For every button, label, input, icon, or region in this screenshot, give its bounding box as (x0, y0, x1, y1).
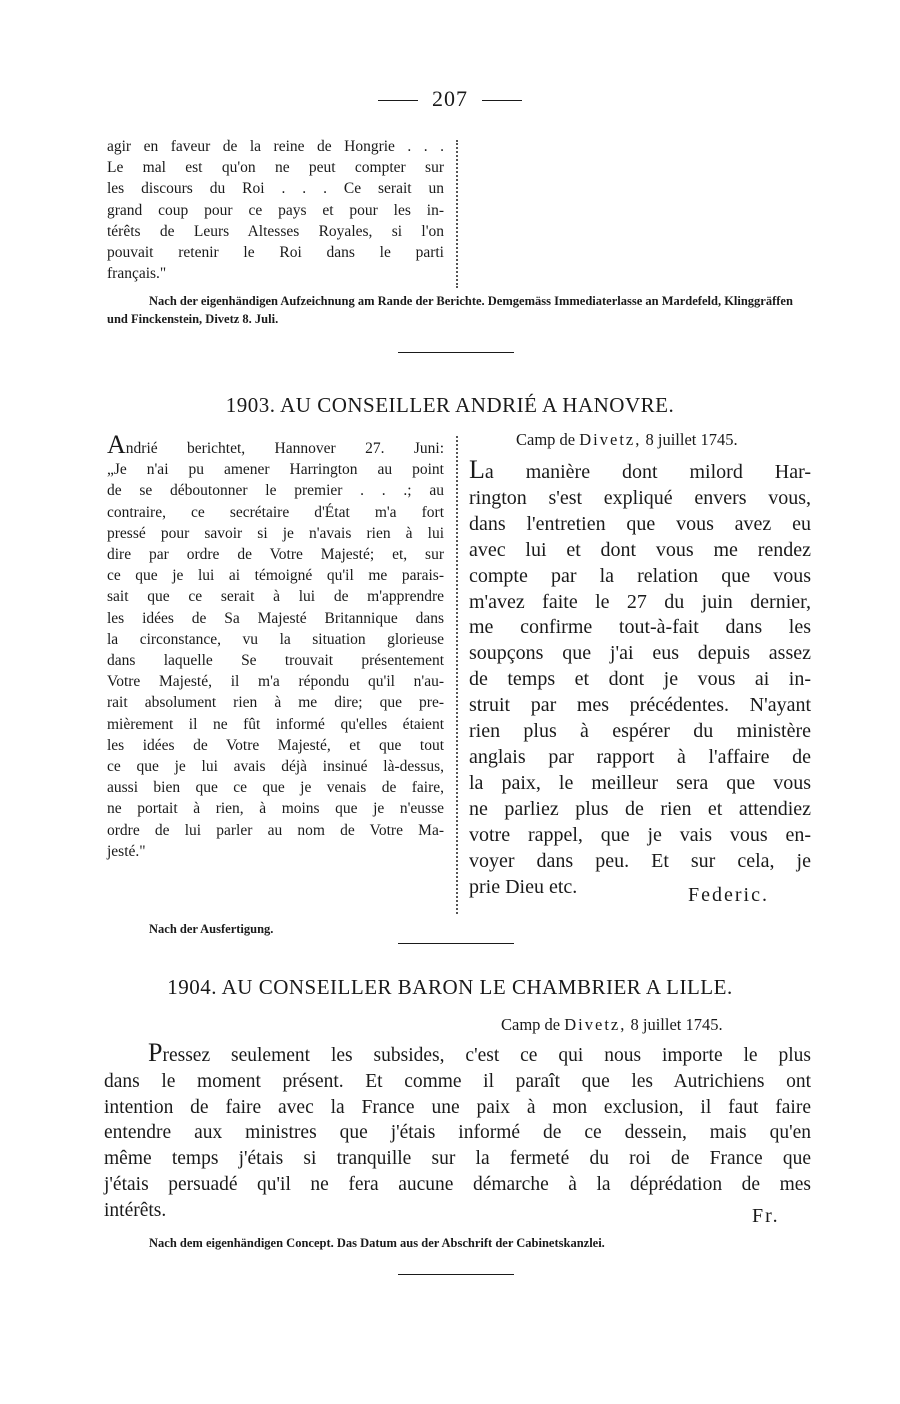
column-divider (456, 140, 458, 288)
text-line: pouvait retenir le Roi dans le parti (107, 244, 444, 262)
page-number-header (0, 86, 900, 112)
body-line: rien plus à espérer du ministère (469, 720, 811, 743)
summary-line: rait absolument rien à me dire; que pre- (107, 694, 444, 712)
body-line: même temps j'étais si tranquille sur la fermeté du roi de France que (104, 1148, 811, 1170)
body-line (469, 457, 811, 486)
summary-line: Votre Majesté, il m'a répondu qu'il n'au- (107, 673, 444, 691)
letter-1903-summary (107, 430, 444, 862)
letter-1903-signature: Federic. (688, 884, 769, 906)
body-line (104, 1040, 811, 1069)
header-dash-right (482, 100, 522, 101)
body-line: dans le moment présent. Et comme il paraît que les Autrichiens ont (104, 1070, 811, 1092)
letter-1904-heading: 1904. AU CONSEILLER BARON LE CHAMBRIER A LILLE. (167, 975, 733, 999)
body-line: m'avez faite le 27 du juin dernier, (469, 590, 811, 613)
summary-line: dans laquelle Se trouvait présentement (107, 652, 444, 670)
body-line: rington s'est expliqué envers vous, (469, 486, 811, 509)
summary-line: dire par ordre de Votre Majesté; et, sur (107, 546, 444, 564)
body-first-line: ressez seulement les subsides, c'est ce qui nous importe le plus (162, 1045, 811, 1066)
text-line: Le mal est qu'on ne peut compter sur (107, 159, 444, 177)
summary-line: aussi bien que ce que je venais de faire, (107, 779, 444, 797)
top-block-text (107, 136, 444, 284)
column-divider (456, 436, 458, 914)
text-line: grand coup pour ce pays et pour les in- (107, 201, 444, 219)
body-line: anglais par rapport à l'affaire de (469, 745, 811, 768)
body-line: entendre aux ministres que j'étais informé de ce dessein, mais qu'en (104, 1122, 811, 1144)
summary-line: ordre de lui parler au nom de Votre Ma- (107, 821, 444, 839)
body-line: voyer dans peu. Et sur cela, je (469, 849, 811, 872)
body-line: avec lui et dont vous me rendez (469, 538, 811, 561)
summary-line: jesté." (107, 842, 146, 860)
header-dash-left (378, 100, 418, 101)
source-note-top: Nach der eigenhändigen Aufzeichnung am Rande der Berichte. Demgemäss Immediaterlasse an Mardefeld, Klinggräffen und Finckenstein, Divetz 8. Juli. (107, 294, 793, 326)
letter-1903-heading: 1903. AU CONSEILLER ANDRIÉ A HANOVRE. (225, 393, 675, 417)
source-note-1904: Nach dem eigenhändigen Concept. Das Datum aus der Abschrift der Cabinetskanzlei. (149, 1236, 605, 1250)
summary-line: la circonstance, vu la situation glorieuse (107, 630, 444, 648)
summary-line: de se déboutonner le premier . . .; au (107, 482, 444, 500)
body-line: j'étais persuadé qu'il ne fera aucune démarche à la déprédation de mes (104, 1173, 811, 1195)
section-rule (398, 1274, 514, 1275)
date-location: Divetz, (564, 1015, 627, 1034)
summary-line: Andrié berichtet, Hannover 27. Juni: (107, 430, 444, 459)
drop-initial: L (469, 455, 485, 484)
summary-line: les idées de Sa Majesté Britannique dans (107, 609, 444, 627)
section-rule (398, 352, 514, 353)
letter-1904-body (104, 1040, 811, 1224)
summary-line: sait que ce serait à lui de m'apprendre (107, 588, 444, 606)
body-first-line: a manière dont milord Har- (484, 461, 811, 483)
date-location: Divetz, (579, 430, 642, 449)
body-line: prie Dieu etc. (469, 875, 578, 898)
body-line: votre rappel, que je vais vous en- (469, 823, 811, 846)
summary-line: pressé pour savoir si je n'avais rien à lui (107, 524, 444, 542)
date-day: 8 juillet 1745. (645, 430, 738, 449)
page-number: 207 (432, 86, 468, 111)
body-line: intention de faire avec la France une paix à mon exclusion, il faut faire (104, 1096, 811, 1118)
date-place: Camp de (501, 1015, 561, 1034)
date-place: Camp de (516, 430, 576, 449)
summary-line: ne portait à rien, à moins que je n'eusse (107, 800, 444, 818)
text-line: térêts de Leurs Altesses Royales, si l'on (107, 222, 444, 240)
summary-first-line: ndrié berichtet, Hannover 27. Juni: (125, 440, 444, 457)
summary-line: „Je n'ai pu amener Harrington au point (107, 461, 444, 479)
letter-1903-date (516, 430, 738, 450)
letter-1904-signature: Fr. (752, 1205, 780, 1227)
summary-line: contraire, ce secrétaire d'État m'a fort (107, 503, 444, 521)
body-line: struit par mes précédentes. N'ayant (469, 694, 811, 717)
text-line: français." (107, 265, 167, 283)
body-line: de temps et dont je vous ai in- (469, 668, 811, 691)
letter-1903-body (469, 457, 811, 900)
drop-initial: P (148, 1038, 163, 1067)
summary-line: les idées de Votre Majesté, et que tout (107, 736, 444, 754)
date-day: 8 juillet 1745. (630, 1015, 723, 1034)
source-note-1903: Nach der Ausfertigung. (149, 922, 274, 936)
summary-line: ce que je lui ai témoigné qu'il me parais- (107, 567, 444, 585)
summary-line: mièrement il ne fût informé qu'elles étaient (107, 715, 444, 733)
body-line: me confirme tout-à-fait dans les (469, 616, 811, 639)
body-line: soupçons que j'ai eus depuis assez (469, 642, 811, 665)
text-line: agir en faveur de la reine de Hongrie . . . (107, 138, 444, 155)
section-rule (398, 943, 514, 944)
body-line: dans l'entretien que vous avez eu (469, 512, 811, 535)
body-line: ne parliez plus de rien et attendiez (469, 797, 811, 820)
body-line: intérêts. (104, 1199, 167, 1221)
body-line: compte par la relation que vous (469, 564, 811, 587)
summary-line: ce que je lui avais déjà insinué là-dessus, (107, 758, 444, 776)
text-line: les discours du Roi . . . Ce serait un (107, 180, 444, 198)
body-line: la paix, le meilleur sera que vous (469, 771, 811, 794)
letter-1904-date (501, 1015, 723, 1035)
